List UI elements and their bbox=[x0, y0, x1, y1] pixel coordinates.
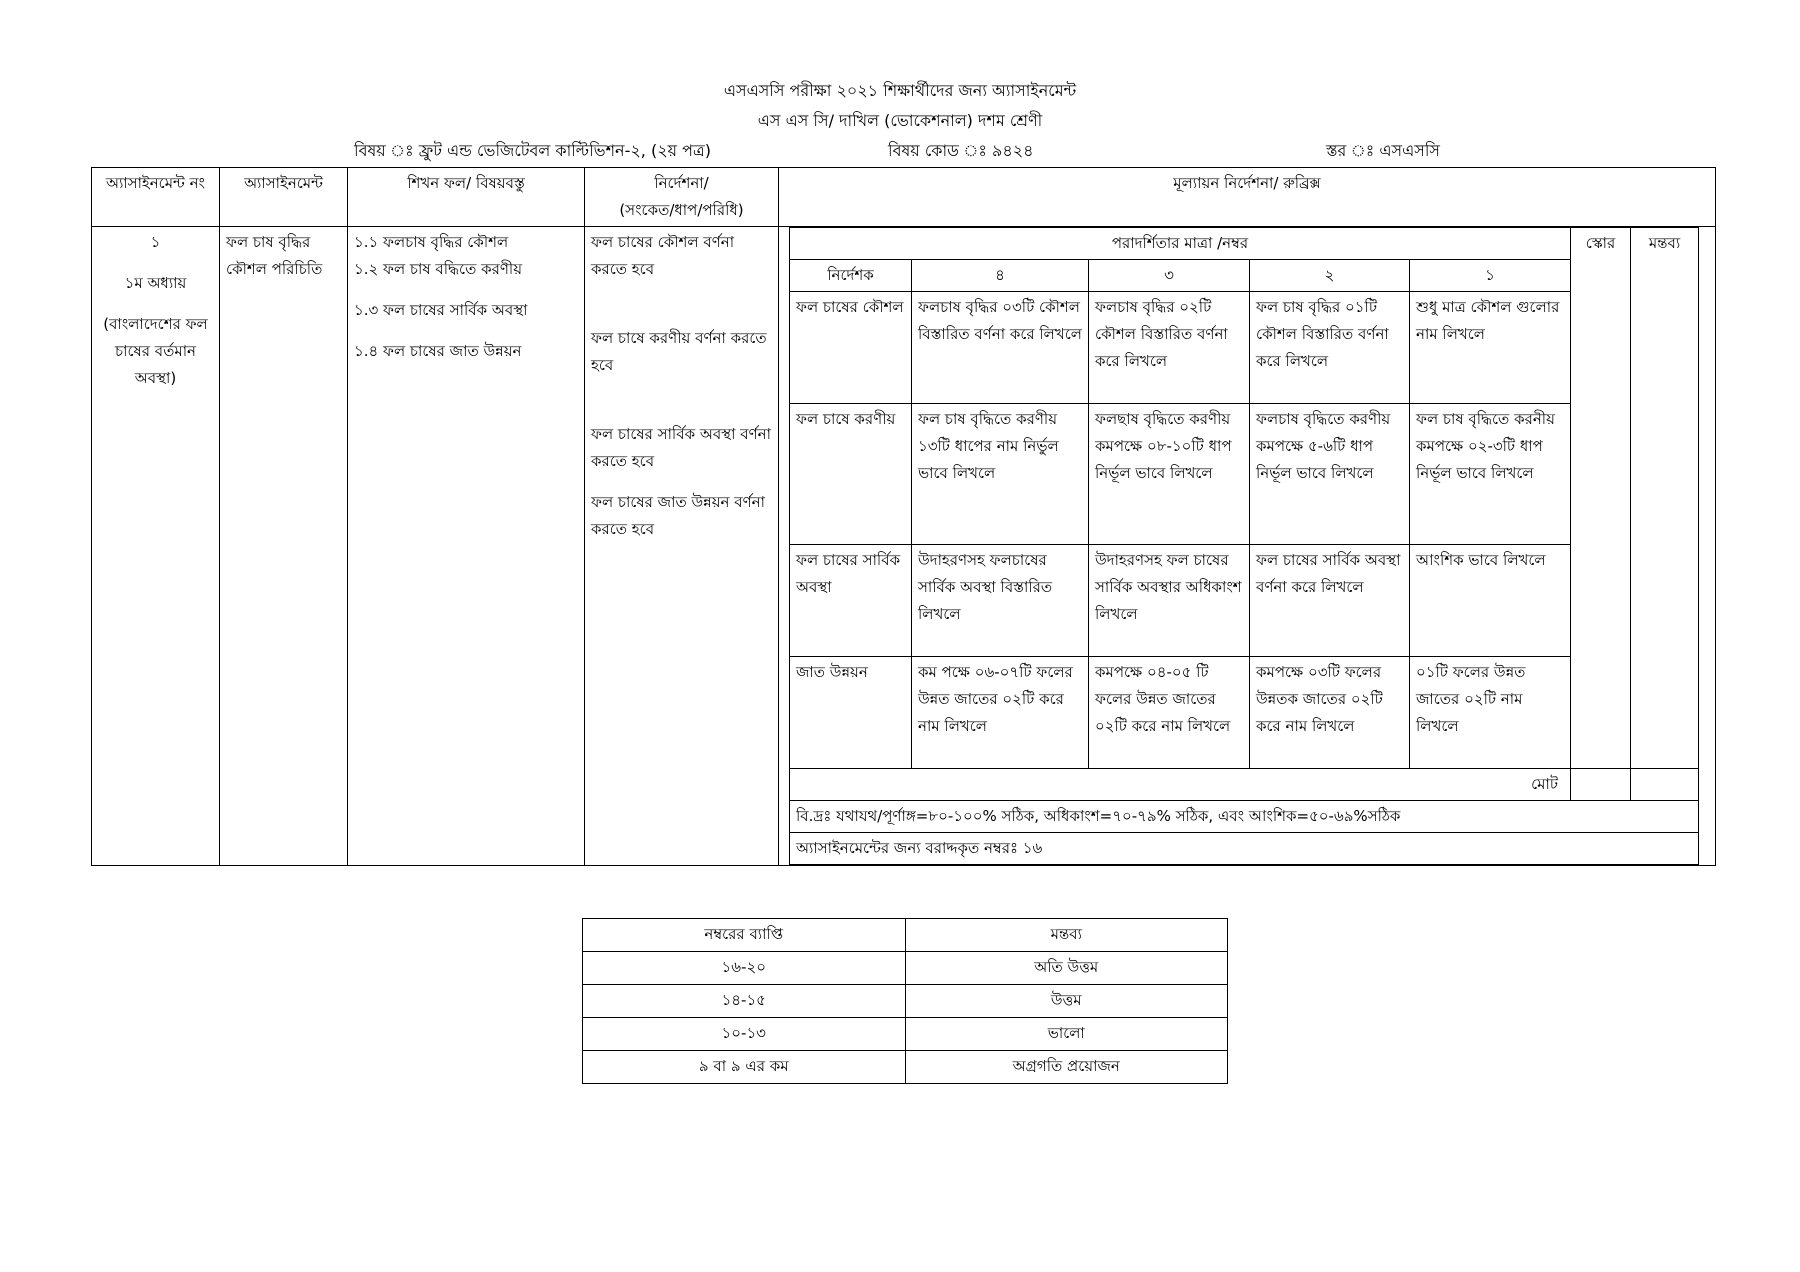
page-title: এসএসসি পরীক্ষা ২০২১ শিক্ষার্থীদের জন্য অ্যাসাইনমেন্ট bbox=[723, 81, 1077, 100]
rubric-cell-3: ফলছাষ বৃদ্ধিতে করণীয় কমপক্ষে ০৮-১০টি ধাপ নির্ভূল ভাবে লিখলে bbox=[1089, 404, 1250, 545]
level-header: ৪ bbox=[912, 260, 1089, 292]
instruction-item: ফল চাষের জাত উন্নয়ন বর্ণনা করতে হবে bbox=[591, 493, 765, 538]
col-learning: শিখন ফল/ বিষয়বস্তু bbox=[348, 168, 585, 227]
total-score bbox=[1571, 769, 1631, 801]
score-header: স্কোর bbox=[1571, 228, 1631, 769]
rubric-cell-4: ফল চাষ বৃদ্ধিতে করণীয় ১৩টি ধাপের নাম নির্ভুল ভাবে লিখলে bbox=[912, 404, 1089, 545]
total-remark bbox=[1631, 769, 1699, 801]
rubric-cell-1: ফল চাষ বৃদ্ধিতে করনীয় কমপক্ষে ০২-৩টি ধাপ নির্ভূল ভাবে লিখলে bbox=[1410, 404, 1571, 545]
rubric-cell-3: কমপক্ষে ০৪-০৫ টি ফলের উন্নত জাতের ০২টি করে নাম লিখলে bbox=[1089, 657, 1250, 769]
indicator: ফল চাষের কৌশল bbox=[790, 292, 912, 404]
col-assignment-no: অ্যাসাইনমেন্ট নং bbox=[92, 168, 220, 227]
score-remark-header: মন্তব্য bbox=[905, 919, 1228, 952]
rubric-cell-4: ফলচাষ বৃদ্ধির ০৩টি কৌশল বিস্তারিত বর্ণনা করে লিখলে bbox=[912, 292, 1089, 404]
rubric-cell-2: ফল চাষের সার্বিক অবস্থা বর্ণনা করে লিখলে bbox=[1250, 545, 1410, 657]
allocated-marks: অ্যাসাইনমেন্টের জন্য বরাদ্দকৃত নম্বরঃ ১৬ bbox=[790, 833, 1699, 865]
rubric-row bbox=[790, 292, 1699, 404]
col-instruction bbox=[585, 168, 779, 227]
assignment-table bbox=[91, 167, 1716, 866]
rubric-table bbox=[789, 227, 1699, 865]
instruction-cell bbox=[585, 227, 779, 866]
instruction-item: ফল চাষের সার্বিক অবস্থা বর্ণনা করতে হবে bbox=[591, 425, 771, 470]
subject-name: বিষয় ঃ ফ্রুট এন্ড ভেজিটেবল কাল্টিভিশন-২, (২য় পত্র) bbox=[354, 141, 711, 160]
assignment-number: ১ bbox=[150, 233, 161, 251]
level-header: ১ bbox=[1410, 260, 1571, 292]
rubric-cell-4: উদাহরণসহ ফলচাষের সার্বিক অবস্থা বিস্তারিত লিখলে bbox=[912, 545, 1089, 657]
col-instruction-line1: নির্দেশনা/ bbox=[654, 174, 709, 192]
subject-code: বিষয় কোড ঃ ৯৪২৪ bbox=[888, 141, 1034, 160]
learning-cell bbox=[348, 227, 585, 866]
score-remark: উত্তম bbox=[905, 985, 1228, 1018]
rubric-cell-2: কমপক্ষে ০৩টি ফলের উন্নতক জাতের ০২টি করে নাম লিখলে bbox=[1250, 657, 1410, 769]
note: বি.দ্রঃ যথাযথ/পূর্ণাঙ্গ=৮০-১০০% সঠিক, অধিকাংশ=৭০-৭৯% সঠিক, এবং আংশিক=৫০-৬৯%সঠিক bbox=[790, 801, 1699, 833]
level-header: ২ bbox=[1250, 260, 1410, 292]
indicator: জাত উন্নয়ন bbox=[790, 657, 912, 769]
score-remark: অগ্রগতি প্রয়োজন bbox=[905, 1051, 1228, 1084]
col-instruction-line2: (সংকেত/ধাপ/পরিধি) bbox=[619, 201, 744, 219]
score-range: ৯ বা ৯ এর কম bbox=[583, 1051, 906, 1084]
score-range: ১০-১৩ bbox=[583, 1018, 906, 1051]
learning-item: ১.৪ ফল চাষের জাত উন্নয়ন bbox=[354, 342, 522, 360]
rubric-cell-3: উদাহরণসহ ফল চাষের সার্বিক অবস্থার অধিকাংশ লিখলে bbox=[1089, 545, 1250, 657]
rubric-row bbox=[790, 545, 1699, 657]
col-assignment: অ্যাসাইনমেন্ট bbox=[220, 168, 348, 227]
score-remark: ভালো bbox=[905, 1018, 1228, 1051]
rubric-cell-3: ফলচাষ বৃদ্ধির ০২টি কৌশল বিস্তারিত বর্ণনা করে লিখলে bbox=[1089, 292, 1250, 404]
learning-item: ১.২ ফল চাষ বদ্ধিতে করণীয় bbox=[354, 260, 523, 278]
indicator-header: নির্দেশক bbox=[790, 260, 912, 292]
score-range-table bbox=[582, 918, 1228, 1084]
rubric-cell-1: ০১টি ফলের উন্নত জাতের ০২টি নাম লিখলে bbox=[1410, 657, 1571, 769]
indicator: ফল চাষে করণীয় bbox=[790, 404, 912, 545]
rubric-row bbox=[790, 657, 1699, 769]
indicator: ফল চাষের সার্বিক অবস্থা bbox=[790, 545, 912, 657]
rubric-row bbox=[790, 404, 1699, 545]
subject-level: স্তর ঃ এসএসসি bbox=[1326, 141, 1440, 160]
rubric-cell-1: শুধু মাত্র কৌশল গুলোর নাম লিখলে bbox=[1410, 292, 1571, 404]
assignment-cell: ফল চাষ বৃদ্ধির কৌশল পরিচিতি bbox=[220, 227, 348, 866]
instruction-item: ফল চাষে করণীয় বর্ণনা করতে হবে bbox=[591, 329, 767, 374]
learning-item: ১.৩ ফল চাষের সার্বিক অবস্থা bbox=[354, 301, 528, 319]
score-range: ১৬-২০ bbox=[583, 952, 906, 985]
rubric-cell-2: ফলচাষ বৃদ্ধিতে করণীয় কমপক্ষে ৫-৬টি ধাপ নির্ভূল ভাবে লিখলে bbox=[1250, 404, 1410, 545]
total-label: মোট bbox=[790, 769, 1571, 801]
learning-item: ১.১ ফলচাষ বৃদ্ধির কৌশল bbox=[354, 233, 509, 251]
chapter-title: (বাংলাদেশের ফল চাষের বর্তমান অবস্থা) bbox=[103, 315, 208, 387]
rubric-cell-4: কম পক্ষে ০৬-০৭টি ফলের উন্নত জাতের ০২টি করে নাম লিখলে bbox=[912, 657, 1089, 769]
rubric-cell-2: ফল চাষ বৃদ্ধির ০১টি কৌশল বিস্তারিত বর্ণনা করে লিখলে bbox=[1250, 292, 1410, 404]
score-range: ১৪-১৫ bbox=[583, 985, 906, 1018]
assignment-no-cell bbox=[92, 227, 220, 866]
score-range-header: নম্বরের ব্যাপ্তি bbox=[583, 919, 906, 952]
page-subtitle: এস এস সি/ দাখিল (ভোকেশনাল) দশম শ্রেণী bbox=[757, 111, 1043, 130]
level-header: ৩ bbox=[1089, 260, 1250, 292]
col-evaluation: মূল্যায়ন নির্দেশনা/ রুব্রিক্স bbox=[779, 168, 1716, 227]
proficiency-header: পরাদর্শিতার মাত্রা /নম্বর bbox=[790, 228, 1571, 260]
score-remark: অতি উত্তম bbox=[905, 952, 1228, 985]
remark-header: মন্তব্য bbox=[1631, 228, 1699, 769]
chapter: ১ম অধ্যায় bbox=[124, 274, 187, 292]
rubric-cell-1: আংশিক ভাবে লিখলে bbox=[1410, 545, 1571, 657]
rubric-cell bbox=[779, 227, 1716, 866]
instruction-item: ফল চাষের কৌশল বর্ণনা করতে হবে bbox=[591, 233, 735, 278]
